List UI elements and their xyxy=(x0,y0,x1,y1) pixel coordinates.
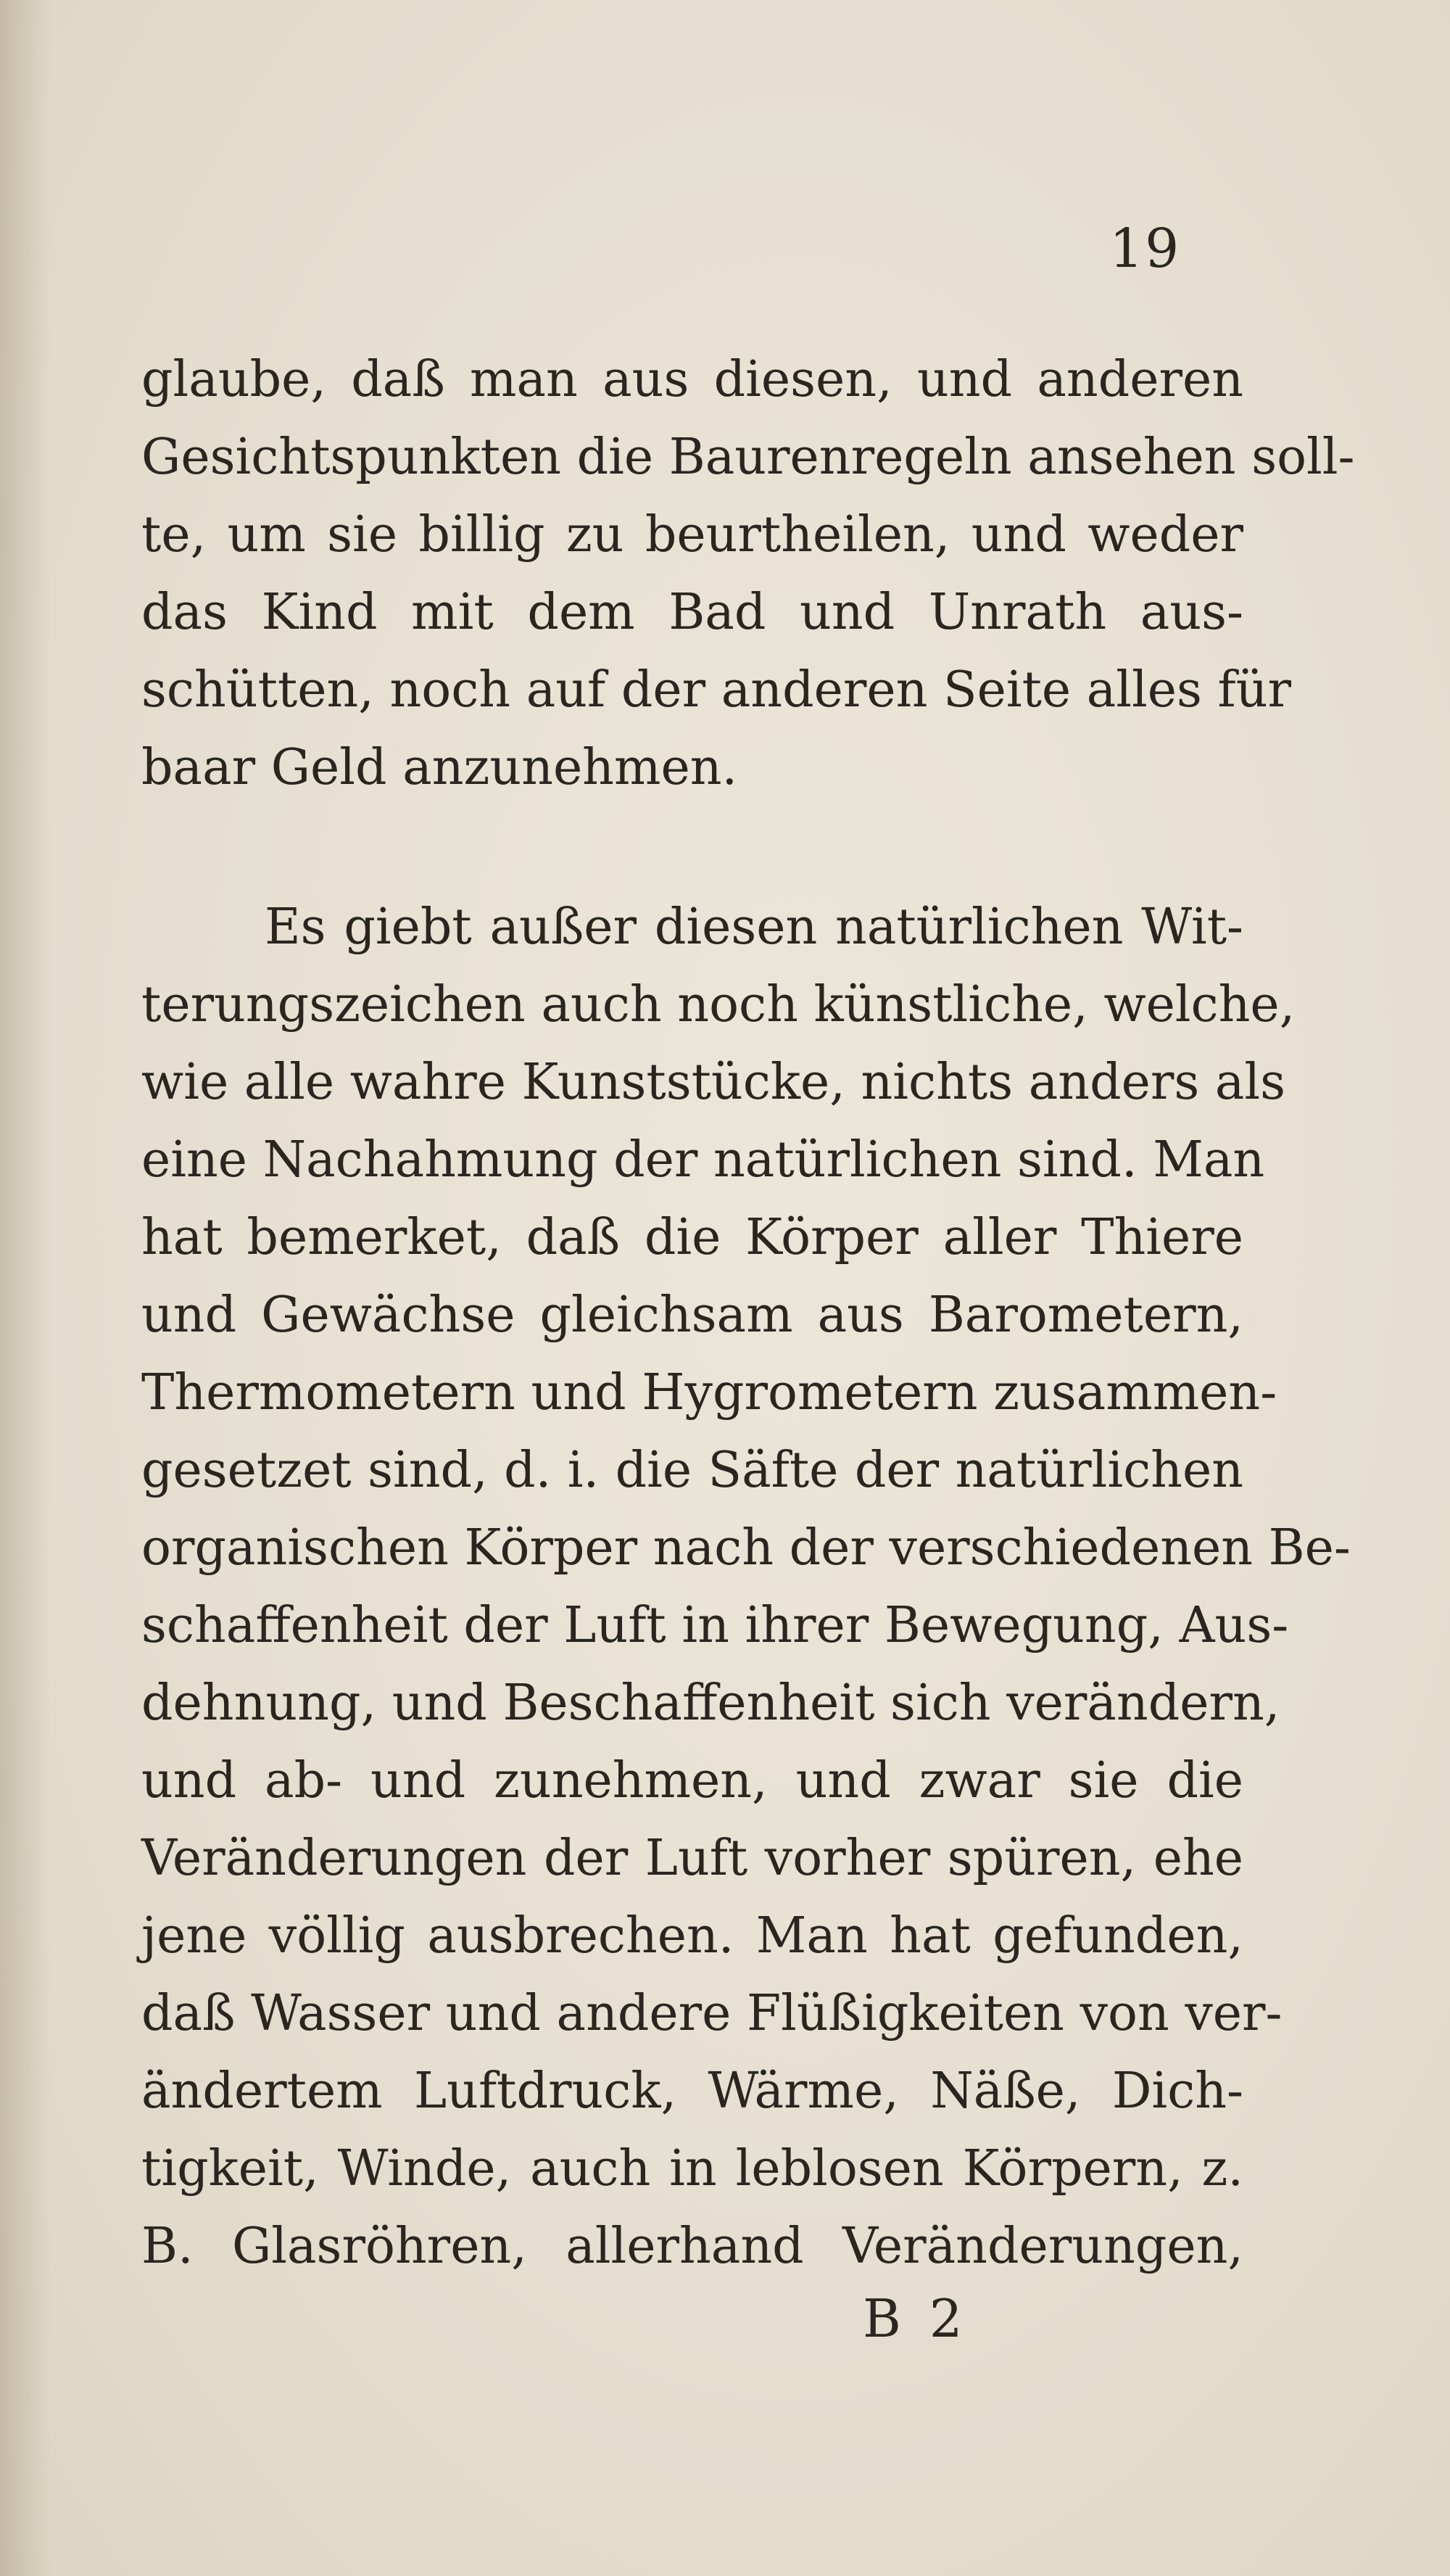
text-line: Thermometern und Hygrometern zusammen- xyxy=(141,1364,1277,1421)
text-line: Es giebt außer diesen natürlichen Wit- xyxy=(265,899,1243,956)
text-line: jene völlig ausbrechen. Man hat gefunden, xyxy=(141,1907,1243,1965)
text-line: das Kind mit dem Bad und Unrath aus- xyxy=(141,584,1243,641)
text-line: schütten, noch auf der anderen Seite alles für xyxy=(141,661,1292,719)
signature-mark: B 2 xyxy=(863,2288,969,2349)
paragraph-1 xyxy=(141,341,1355,806)
text-line: daß Wasser und andere Flüßigkeiten von ver- xyxy=(141,1985,1283,2042)
text-line: baar Geld anzunehmen. xyxy=(141,739,738,796)
text-line: glaube, daß man aus diesen, und anderen xyxy=(141,351,1243,408)
text-line: Veränderungen der Luft vorher spüren, ehe xyxy=(141,1830,1243,1887)
paragraph-2 xyxy=(141,888,1351,2285)
text-line: dehnung, und Beschaffenheit sich verändern, xyxy=(141,1675,1280,1732)
text-line: te, um sie billig zu beurtheilen, und weder xyxy=(141,506,1243,564)
text-line: schaffenheit der Luft in ihrer Bewegung, Aus- xyxy=(141,1597,1289,1654)
text-line: B. Glasröhren, allerhand Veränderungen, xyxy=(141,2218,1243,2275)
page-number: 19 xyxy=(1109,218,1181,280)
text-line: wie alle wahre Kunststücke, nichts anders als xyxy=(141,1054,1286,1111)
text-line: organischen Körper nach der verschiedenen Be- xyxy=(141,1519,1351,1577)
text-line: ändertem Luftdruck, Wärme, Näße, Dich- xyxy=(141,2063,1243,2120)
text-line: Gesichtspunkten die Baurenregeln ansehen soll- xyxy=(141,429,1355,486)
text-line: hat bemerket, daß die Körper aller Thiere xyxy=(141,1209,1243,1266)
text-line: tigkeit, Winde, auch in leblosen Körpern, z. xyxy=(141,2140,1243,2197)
text-line: gesetzet sind, d. i. die Säfte der natürlichen xyxy=(141,1442,1243,1499)
text-line: und ab- und zunehmen, und zwar sie die xyxy=(141,1752,1243,1809)
text-line: und Gewächse gleichsam aus Barometern, xyxy=(141,1287,1243,1344)
text-line: eine Nachahmung der natürlichen sind. Man xyxy=(141,1131,1265,1189)
text-line: terungszeichen auch noch künstliche, welche, xyxy=(141,976,1296,1033)
gutter-shadow xyxy=(0,0,51,2576)
